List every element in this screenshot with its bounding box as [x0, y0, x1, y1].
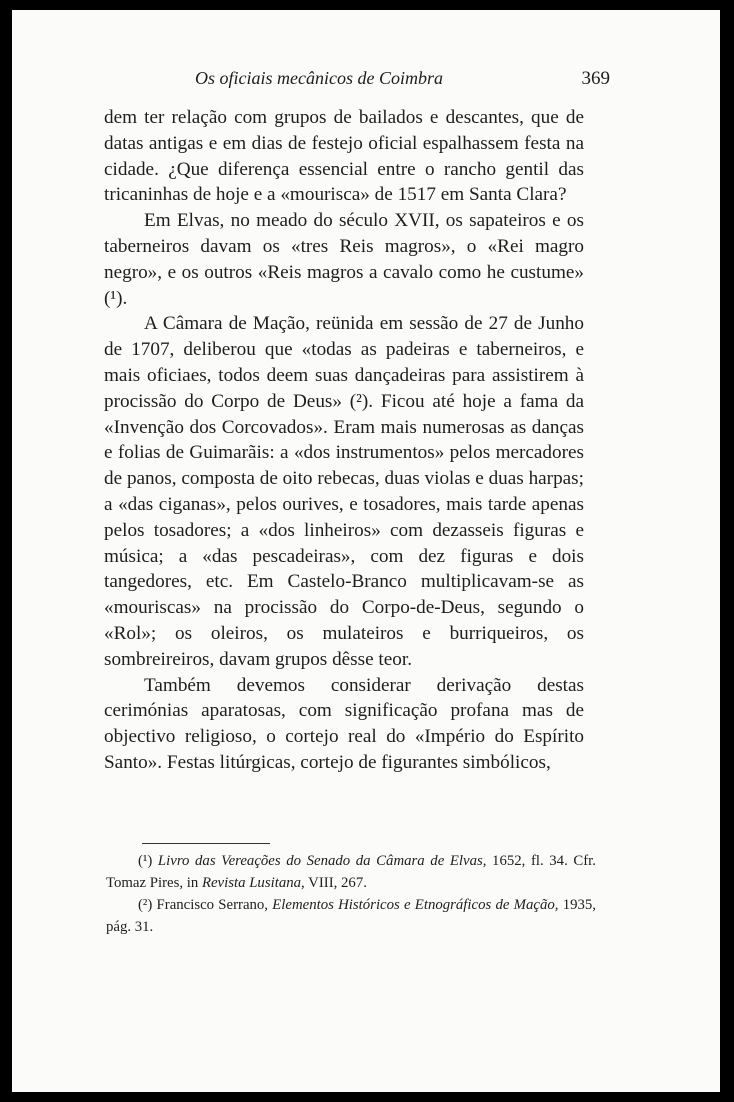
footnote-1-journal: Revista Lusitana,	[201, 875, 305, 891]
page-number: 369	[581, 68, 610, 89]
paragraph-3: A Câmara de Mação, reünida em sessão de 27 de Junho de 1707, deliberou que «todas as padeiras e taberneiros, e mais oficiaes, todos deem suas dançadeiras para assistirem à procissão do Corpo de Deus» (²). Ficou até hoje a fama da «Invenção dos Corcovados». Eram mais numerosas as danças e folias de Guimarãis: a «dos instrumentos» pelos mercadores de panos, composta de oito rebecas, duas violas e duas harpas; a «das ciganas», pelos ourives, e tosadores, mais tarde apenas pelos tosadores; a «dos linheiros» com dezasseis figuras e música; a «das pescadeiras», com dez figuras e dois tangedores, etc. Em Castelo-Branco multiplicavam-se as «mouriscas» na procissão do Corpo-de-Deus, segundo o «Rol»; os oleiros, os mulateiros e burriqueiros, os sombreireiros, davam grupos dêsse teor.	[104, 313, 584, 670]
footnote-2-title: Elementos Históricos e Etnográficos de Mação,	[272, 897, 559, 913]
body-text	[104, 105, 584, 776]
footnote-1-title: Livro das Vereações do Senado da Câmara de Elvas,	[157, 853, 487, 869]
paragraph-1: dem ter relação com grupos de bailados e descantes, que de datas antigas e em dias de festejo oficial espalhassem festa na cidade. ¿Que diferença essencial entre o rancho gentil das tricaninhas de hoje e a «mourisca» de 1517 em Santa Clara?	[104, 107, 584, 206]
paragraph-2: Em Elvas, no meado do século XVII, os sapateiros e os taberneiros davam os «tres Reis magros», o «Rei magro negro», e os outros «Reis magros a cavalo como he custume» (¹).	[104, 210, 584, 309]
footnote-2	[106, 894, 596, 938]
page-header	[105, 68, 610, 98]
footnote-1-marker: (¹)	[138, 853, 153, 869]
footnote-1-text: 1652, fl. 34. Cfr. Tomaz Pires, in	[106, 853, 596, 891]
footnotes	[106, 850, 596, 938]
paragraph-4: Também devemos considerar derivação destas cerimónias aparatosas, com significação profana mas de objectivo religioso, o cortejo real do «Império do Espírito Santo». Festas litúrgicas, cortejo de figurantes simbólicos,	[104, 674, 584, 773]
running-title: Os oficiais mecânicos de Coimbra	[195, 68, 443, 88]
footnote-2-marker: (²)	[138, 897, 153, 913]
footnote-1	[106, 850, 596, 894]
footnote-divider	[142, 843, 270, 844]
footnote-2-ref: 1935, pág. 31.	[106, 897, 596, 935]
book-page	[12, 10, 720, 1092]
footnote-1-ref: VIII, 267.	[308, 875, 367, 891]
footnote-2-author: Francisco Serrano,	[156, 897, 269, 913]
